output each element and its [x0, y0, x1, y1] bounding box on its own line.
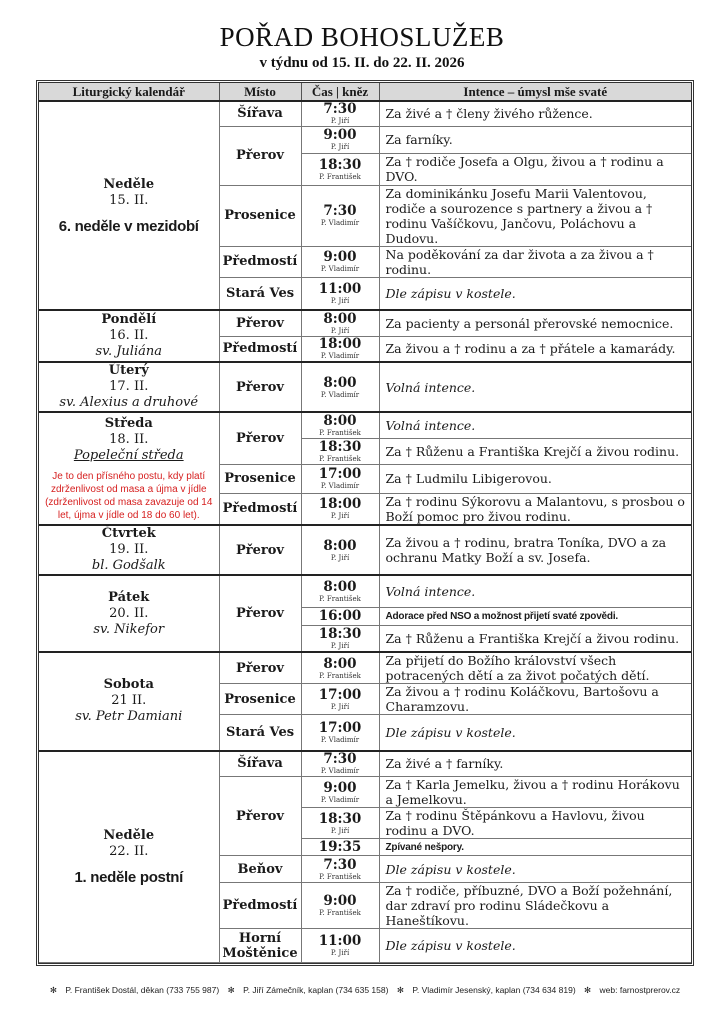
time-cell: 19:35	[301, 839, 379, 856]
footer-contacts	[0, 985, 724, 996]
asterisk-icon: ✻	[227, 985, 235, 995]
place-cell: Přerov	[219, 126, 301, 185]
place-cell: Šířava	[219, 101, 301, 126]
day-cell-sunday-15	[39, 101, 219, 310]
intention-cell: Za dominikánku Josefu Marii Valentovou, rodiče a sourozence s partnery a živou a † rodinu Vašíčkovu, Jančovu, Poláchovu a Dudovu.	[379, 185, 691, 246]
place-cell: Stará Ves	[219, 715, 301, 751]
time-cell: 18:30 P. František	[301, 153, 379, 185]
time-cell: 17:00 P. Jiří	[301, 684, 379, 715]
day-cell-sunday-22	[39, 751, 219, 963]
asterisk-icon: ✻	[584, 985, 592, 995]
intention-cell: Za živou a † rodinu a za † přátele a kamarády.	[379, 336, 691, 362]
day-cell-monday	[39, 310, 219, 362]
intention-cell: Dle zápisu v kostele.	[379, 929, 691, 963]
asterisk-icon: ✻	[49, 985, 57, 995]
intention-cell: Za farníky.	[379, 126, 691, 153]
intention-cell: Za † rodinu Štěpánkovu a Havlovu, živou rodinu a DVO.	[379, 808, 691, 839]
intention-cell: Za † Karla Jemelku, živou a † rodinu Horákovu a Jemelkovu.	[379, 777, 691, 808]
day-cell-tuesday	[39, 362, 219, 412]
place-cell: Prosenice	[219, 185, 301, 246]
time-cell: 8:00 P. Vladimír	[301, 362, 379, 412]
time-cell: 18:30 P. Jiří	[301, 625, 379, 652]
time-cell: 7:30 P. František	[301, 856, 379, 883]
time-cell: 18:00 P. Jiří	[301, 493, 379, 525]
day-cell-wednesday	[39, 412, 219, 525]
col-header-calendar: Liturgický kalendář	[39, 83, 219, 101]
day-name: Neděle	[103, 176, 155, 192]
intention-cell: Dle zápisu v kostele.	[379, 277, 691, 310]
time-cell: 8:00 P. František	[301, 652, 379, 684]
intention-cell: Za † rodinu Sýkorovu a Malantovu, s prosbou o Boží pomoc pro živou rodinu.	[379, 493, 691, 525]
day-name: Sobota	[103, 677, 154, 693]
intention-cell: Za živou a † rodinu Koláčkovu, Bartošovu a Charamzovu.	[379, 684, 691, 715]
time-cell: 18:00 P. Vladimír	[301, 336, 379, 362]
intention-cell: Za přijetí do Božího království všech potracených dětí a za život počatých dětí.	[379, 652, 691, 684]
time-cell: 7:30 P. Vladimír	[301, 751, 379, 777]
time-cell: 7:30 P. Jiří	[301, 101, 379, 126]
intention-cell: Adorace před NSO a možnost přijetí svaté zpovědi.	[379, 607, 691, 625]
table-row	[39, 412, 691, 438]
table-row	[39, 652, 691, 684]
schedule-table-wrap	[36, 80, 694, 966]
time-cell: 17:00 P. Vladimír	[301, 464, 379, 493]
place-cell: Beňov	[219, 856, 301, 883]
place-cell: Předmostí	[219, 336, 301, 362]
place-cell: Stará Ves	[219, 277, 301, 310]
intention-cell: Za † Růženu a Františka Krejčí a živou rodinu.	[379, 438, 691, 464]
day-date: 17. II.	[109, 379, 149, 394]
website-link[interactable]: web: farnostprerov.cz	[599, 985, 681, 995]
time-cell: 8:00 P. Jiří	[301, 525, 379, 575]
intention-cell: Za † Ludmilu Libigerovou.	[379, 464, 691, 493]
day-date: 22. II.	[109, 843, 149, 859]
fasting-note: Je to den přísného postu, kdy platí zdrženlivost od masa a újma v jídle (zdrženlivost od masa zavazuje od 14 let, újma v jídle od 18 do 60 let).	[45, 470, 213, 521]
col-header-intention: Intence – úmysl mše svaté	[379, 83, 691, 101]
time-cell: 18:30 P. František	[301, 438, 379, 464]
time-cell: 11:00 P. Jiří	[301, 277, 379, 310]
intention-cell: Na poděkování za dar života a za živou a † rodinu.	[379, 246, 691, 277]
table-row	[39, 362, 691, 412]
day-cell-saturday	[39, 652, 219, 751]
intention-cell: Volná intence.	[379, 362, 691, 412]
time-cell: 8:00 P. Jiří	[301, 310, 379, 336]
day-saint: sv. Nikefor	[93, 621, 165, 637]
intention-cell: Za živé a † farníky.	[379, 751, 691, 777]
place-cell: Předmostí	[219, 883, 301, 929]
time-cell: 18:30 P. Jiří	[301, 808, 379, 839]
day-date: 19. II.	[109, 542, 149, 557]
col-header-time: Čas | kněz	[301, 83, 379, 101]
time-cell: 8:00 P. František	[301, 575, 379, 607]
day-name: Pondělí	[101, 312, 157, 327]
day-cell-friday	[39, 575, 219, 652]
intention-cell: Za † rodiče, příbuzné, DVO a Boží požehnání, dar zdraví pro rodinu Sládečkovu a Haneštíkovu.	[379, 883, 691, 929]
day-name: Středa	[104, 415, 153, 431]
contact-chaplain-jiri: P. Jiří Zámečník, kaplan (734 635 158)	[243, 985, 389, 995]
time-cell: 7:30 P. Vladimír	[301, 185, 379, 246]
table-row	[39, 101, 691, 126]
time-cell: 9:00 P. Jiří	[301, 126, 379, 153]
contact-chaplain-vladimir: P. Vladimír Jesenský, kaplan (734 634 819)	[412, 985, 576, 995]
place-cell: Horní Moštěnice	[219, 929, 301, 963]
contact-dean: P. František Dostál, děkan (733 755 987)	[65, 985, 220, 995]
page-title: POŘAD BOHOSLUŽEB	[219, 22, 505, 52]
day-saint: sv. Petr Damiani	[75, 709, 183, 725]
table-row	[39, 525, 691, 575]
place-cell: Přerov	[219, 310, 301, 336]
time-cell: 9:00 P. Vladimír	[301, 777, 379, 808]
table-row	[39, 310, 691, 336]
intention-cell: Dle zápisu v kostele.	[379, 715, 691, 751]
intention-cell: Za † Růženu a Františka Krejčí a živou rodinu.	[379, 625, 691, 652]
time-cell: 8:00 P. František	[301, 412, 379, 438]
time-cell: 17:00 P. Vladimír	[301, 715, 379, 751]
intention-cell: Dle zápisu v kostele.	[379, 856, 691, 883]
intention-cell: Za † rodiče Josefa a Olgu, živou a † rodinu a DVO.	[379, 153, 691, 185]
time-cell: 16:00	[301, 607, 379, 625]
day-feast: 6. neděle v mezidobí	[58, 217, 199, 235]
place-cell: Přerov	[219, 652, 301, 684]
day-saint: bl. Godšalk	[91, 558, 166, 573]
time-cell: 9:00 P. František	[301, 883, 379, 929]
day-feast: 1. neděle postní	[74, 868, 184, 886]
intention-cell: Zpívané nešpory.	[379, 839, 691, 856]
place-cell: Prosenice	[219, 684, 301, 715]
intention-cell: Volná intence.	[379, 575, 691, 607]
place-cell: Šířava	[219, 751, 301, 777]
day-date: 21 II.	[111, 693, 147, 709]
place-cell: Prosenice	[219, 464, 301, 493]
intention-cell: Volná intence.	[379, 412, 691, 438]
day-name: Neděle	[103, 827, 155, 843]
place-cell: Přerov	[219, 525, 301, 575]
table-row	[39, 575, 691, 607]
day-name: Pátek	[108, 589, 150, 605]
day-saint: sv. Alexius a druhové	[59, 395, 199, 410]
intention-cell: Za živé a † členy živého růžence.	[379, 101, 691, 126]
time-cell: 11:00 P. Jiří	[301, 929, 379, 963]
asterisk-icon: ✻	[396, 985, 404, 995]
day-date: 16. II.	[109, 328, 149, 343]
day-name: Úterý	[108, 363, 149, 378]
place-cell: Přerov	[219, 362, 301, 412]
day-date: 18. II.	[109, 431, 149, 447]
place-cell: Přerov	[219, 777, 301, 856]
place-cell: Předmostí	[219, 246, 301, 277]
place-cell: Přerov	[219, 412, 301, 464]
intention-cell: Za živou a † rodinu, bratra Toníka, DVO a za ochranu Matky Boží a sv. Josefa.	[379, 525, 691, 575]
intention-cell: Za pacienty a personál přerovské nemocnice.	[379, 310, 691, 336]
day-saint: sv. Juliána	[95, 344, 162, 359]
table-header-row	[39, 83, 691, 101]
place-cell: Přerov	[219, 575, 301, 652]
table-row	[39, 751, 691, 777]
day-date: 15. II.	[109, 192, 149, 208]
day-cell-thursday	[39, 525, 219, 575]
place-cell: Předmostí	[219, 493, 301, 525]
time-cell: 9:00 P. Vladimír	[301, 246, 379, 277]
day-feast: Popeleční středa	[73, 447, 184, 463]
page-subtitle: v týdnu od 15. II. do 22. II. 2026	[259, 55, 465, 71]
day-name: Čtvrtek	[101, 526, 156, 541]
col-header-place: Místo	[219, 83, 301, 101]
day-date: 20. II.	[109, 605, 149, 621]
schedule-table	[39, 83, 691, 963]
